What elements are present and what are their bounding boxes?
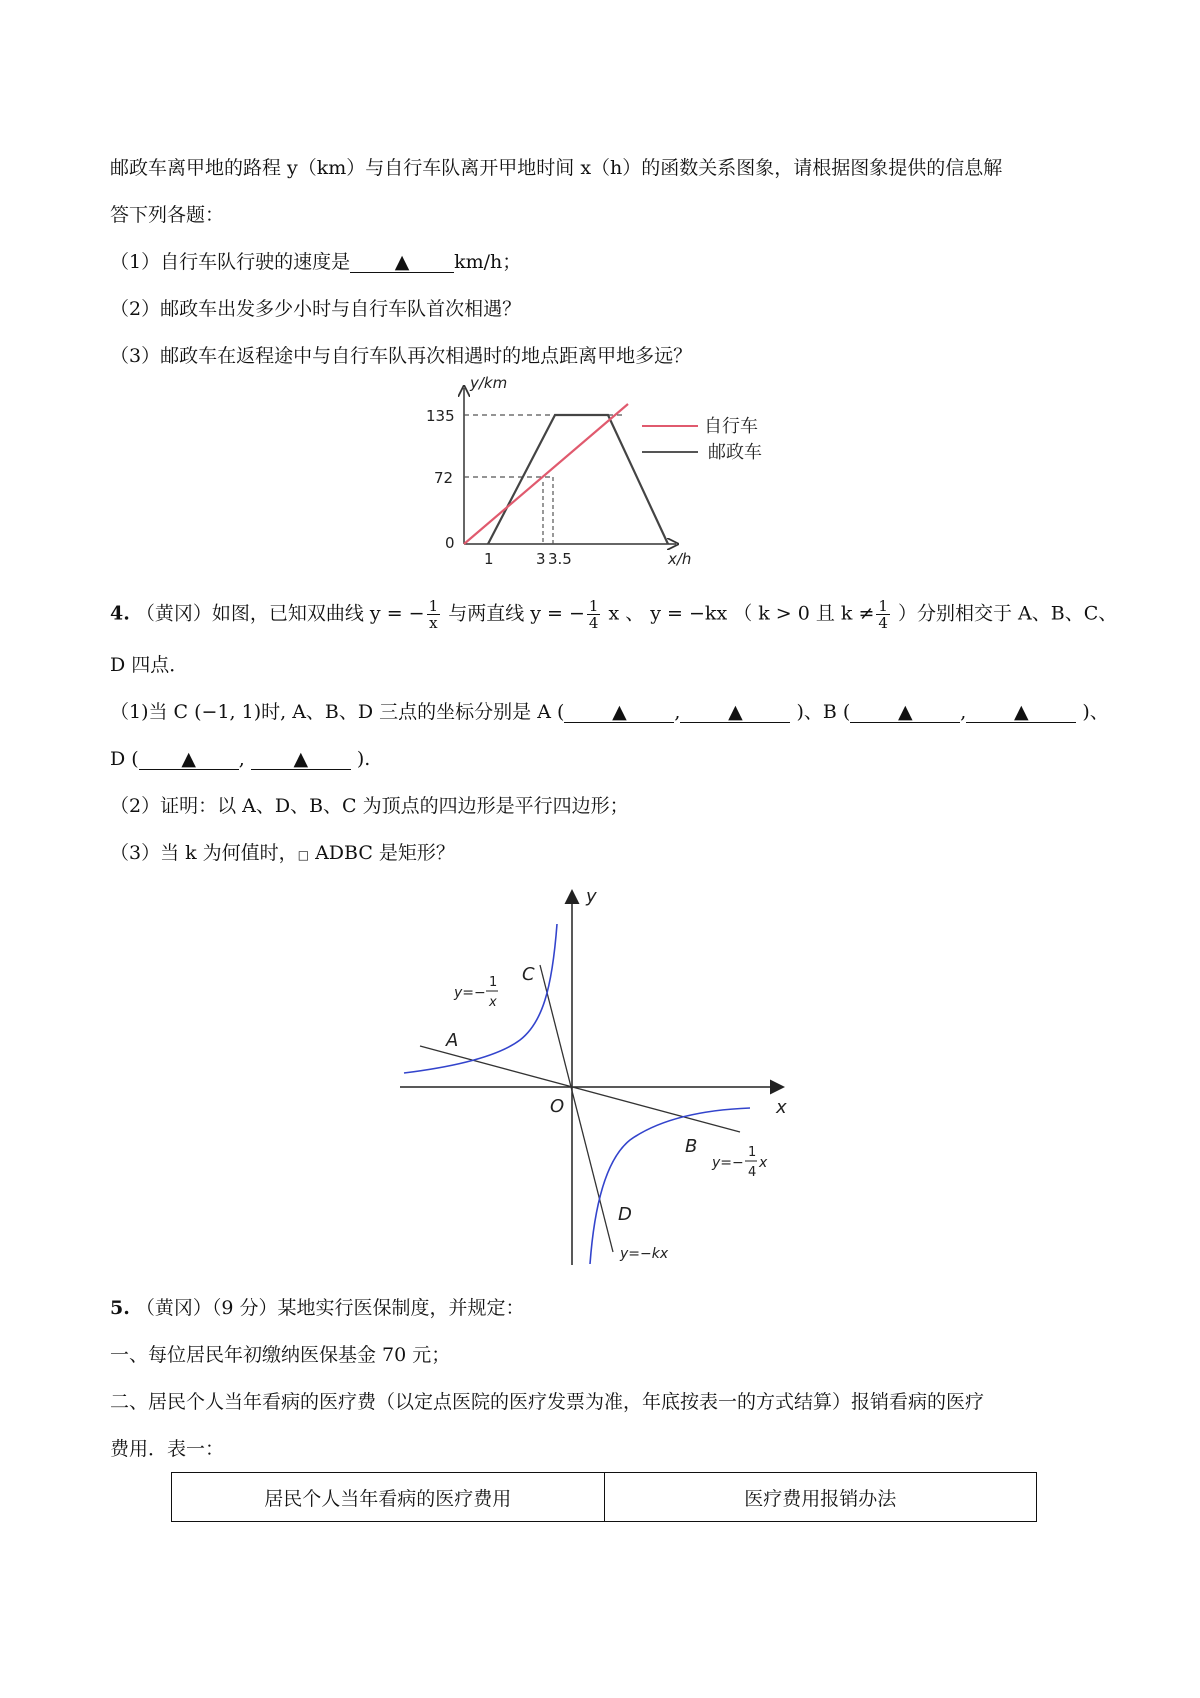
q5-title-text: （黄冈）（9 分）某地实行医保制度，并规定： (135, 1297, 525, 1319)
table-row (172, 1473, 1037, 1522)
q4-parallelogram-symbol: □ (297, 848, 310, 862)
q4-comma: , (238, 748, 245, 770)
q4-intro-mid1: 与两直线 y = − (448, 602, 585, 625)
q4-part1-b: )、B ( (796, 701, 851, 723)
q3-ytick-0: 0 (445, 534, 455, 552)
q4-intro-mid3: ）分别相交于 A、B、C、 (898, 602, 1118, 625)
q4-fraction-1: $\frac{1}{x}$ (428, 597, 439, 632)
q4-fraction-2: $\frac{1}{4}$ (588, 597, 599, 632)
q4-point-D: D (618, 1204, 632, 1225)
q4-x-axis-label: x (776, 1097, 787, 1118)
q4-blank-d-y: ▲ (251, 749, 351, 770)
q4-comma: , (960, 701, 967, 723)
q3-xtick-3: 3 (536, 550, 546, 568)
q4-intro (110, 598, 1117, 631)
q3-xtick-3.5: 3.5 (548, 550, 572, 568)
q5-table-header-method: 医疗费用报销办法 (604, 1473, 1037, 1522)
q4-part3-text: （3）当 k 为何值时， (110, 842, 298, 864)
q3-part1-text: （1）自行车队行驶的速度是 (110, 251, 351, 273)
q5-number: 5. (110, 1297, 130, 1319)
q3-postal-truck-line (488, 415, 668, 544)
q4-point-C: C (522, 964, 535, 985)
q3-part1-unit: km/h； (454, 251, 522, 273)
q4-line1-label-den: 4 (748, 1165, 757, 1180)
q4-hyperbola-label-den: x (489, 995, 497, 1010)
q4-line2: D 四点． (110, 654, 189, 676)
q4-blank-b-x: ▲ (850, 702, 960, 723)
q4-fraction-3: $\frac{1}{4}$ (878, 597, 888, 632)
q3-xtick-1: 1 (484, 550, 494, 568)
q5-rule2-cont: 费用．表一： (110, 1438, 225, 1460)
q4-part1-d (110, 747, 370, 771)
q3-ytick-135: 135 (426, 407, 455, 425)
q4-part1-text: （1)当 C (−1, 1)时, A、B、D 三点的坐标分别是 A ( (110, 701, 565, 723)
q5-rule2: 二、居民个人当年看病的医疗费（以定点医院的医疗发票为准，年底按表一的方式结算）报销看病的医疗 (110, 1391, 985, 1413)
q4-blank-a-x: ▲ (564, 702, 674, 723)
q5-title (110, 1296, 525, 1320)
q4-point-A: A (446, 1030, 459, 1051)
q4-line-y-neg-quarter-x (420, 1046, 740, 1132)
q4-part1 (110, 700, 1109, 724)
q4-line1-label-num: 1 (748, 1145, 757, 1160)
q5-table-1 (171, 1472, 1037, 1522)
q4-line1-label-x: x (759, 1155, 768, 1171)
q4-part3 (110, 841, 455, 867)
q3-part3: （3）邮政车在返程途中与自行车队再次相遇时的地点距离甲地多远？ (110, 345, 693, 367)
q4-intro-mid2: x 、 y = −kx （ k > 0 且 k ≠ (608, 602, 875, 625)
q4-line1-label: y=− (712, 1155, 744, 1171)
q3-intro-line2: 答下列各题： (110, 204, 225, 226)
q3-legend-bicycle-label: 自行车 (704, 416, 758, 437)
q4-hyperbola-graph (400, 880, 800, 1270)
q5-rule1: 一、每位居民年初缴纳医保基金 70 元； (110, 1344, 451, 1366)
q4-hyperbola-lower-right (590, 1108, 750, 1264)
q4-hyperbola-label: y=− (454, 985, 486, 1001)
q3-x-label: x/h (668, 550, 692, 568)
q4-blank-b-y: ▲ (966, 702, 1076, 723)
q3-part1-blank: ▲ (350, 252, 454, 273)
q4-number: 4. (110, 602, 130, 625)
q3-ytick-72: 72 (434, 469, 454, 487)
q5-table-header-cost: 居民个人当年看病的医疗费用 (172, 1473, 605, 1522)
q4-part3-text-b: ADBC 是矩形？ (315, 842, 455, 864)
q4-intro-text: （黄冈）如图，已知双曲线 y = − (135, 602, 425, 625)
q3-legend-postal-label: 邮政车 (708, 442, 762, 463)
q3-distance-time-chart (400, 376, 790, 572)
q4-comma: , (674, 701, 681, 723)
q3-part2: （2）邮政车出发多少小时与自行车队首次相遇？ (110, 298, 522, 320)
q3-bicycle-line (464, 404, 628, 544)
q4-origin-label: O (550, 1096, 565, 1117)
q4-part1-d-post: ). (356, 748, 371, 770)
q4-y-axis-label: y (586, 886, 597, 907)
q4-part1-d-pre: D ( (110, 748, 139, 770)
q4-part2: （2）证明：以 A、D、B、C 为顶点的四边形是平行四边形； (110, 795, 629, 817)
q4-blank-d-x: ▲ (139, 749, 239, 770)
q3-part1 (110, 250, 521, 274)
q3-intro-line1: 邮政车离甲地的路程 y（km）与自行车队离开甲地时间 x（h）的函数关系图象，请根据图象提供的信息解 (110, 157, 1003, 179)
q3-y-label: y/km (470, 376, 508, 392)
q4-part1-c: )、 (1082, 701, 1109, 723)
q4-point-B: B (685, 1136, 698, 1157)
q4-line2-label: y=−kx (620, 1246, 669, 1262)
q4-blank-a-y: ▲ (680, 702, 790, 723)
q4-hyperbola-label-num: 1 (489, 975, 498, 990)
